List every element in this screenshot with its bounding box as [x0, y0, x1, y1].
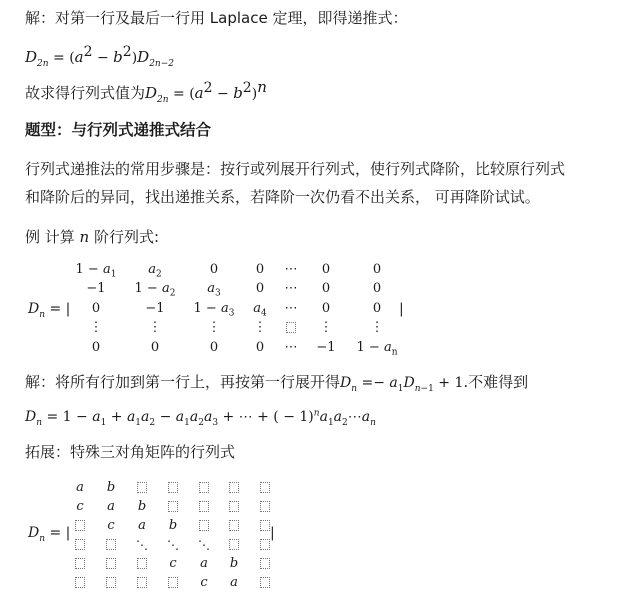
m2-cell-placeholder: [260, 518, 270, 534]
m1-cell: $a_3$: [207, 281, 221, 299]
m1-cell: 0: [255, 262, 265, 277]
placeholder-box-icon: [137, 558, 147, 569]
m2-cell-ddots: ⋱: [198, 538, 210, 552]
m1-cell: 0: [372, 301, 382, 316]
placeholder-box-icon: [229, 501, 239, 512]
m1-cell: ⋮: [207, 320, 221, 335]
solution-step-formula: $D_n =- a_1D_{n-1} + 1$: [340, 375, 464, 394]
m1-cell: 0: [372, 281, 382, 296]
m1-cell: 0: [372, 262, 382, 277]
section-heading: 题型：与行列式递推式结合: [25, 121, 212, 139]
determinant-value-text: [25, 78, 267, 105]
placeholder-box-icon: [260, 539, 270, 550]
para2-a-sup: 2: [203, 80, 213, 96]
para2-close: ): [251, 86, 258, 102]
solution-step-text: [25, 372, 528, 393]
method-description-line2: 和降阶后的异同，找出递推关系，若降阶一次仍看不出关系， 可再降阶试试。: [25, 188, 540, 206]
m1-cell: 0: [321, 301, 331, 316]
m2-cell: c: [107, 518, 115, 533]
m2-cell: a: [138, 518, 146, 533]
m2-cell-placeholder: [106, 556, 116, 572]
m1-cell: 0: [150, 340, 160, 355]
m2-cell: b: [137, 499, 147, 514]
placeholder-box-icon: [260, 482, 270, 493]
m1-cell: ⋮: [253, 320, 267, 335]
m1-cell: ⋮: [89, 320, 103, 335]
m1-cell: 0: [255, 340, 265, 355]
m2-cell-placeholder: [199, 499, 209, 515]
m2-cell-ddots: ⋱: [167, 538, 179, 552]
matrix2-label: $D_n$ = |: [28, 525, 71, 544]
eq1-minus: −: [92, 50, 114, 66]
m2-cell-placeholder: [260, 575, 270, 591]
m1-cell: −1: [145, 301, 165, 316]
m2-cell-placeholder: [75, 537, 85, 553]
placeholder-box-icon: [260, 520, 270, 531]
eq1-lhs: $D_{2n}$: [25, 48, 49, 69]
m2-cell-placeholder: [229, 518, 239, 534]
eq1-b-sup: 2: [122, 44, 132, 60]
m2-cell-placeholder: [137, 575, 147, 591]
para2-minus: −: [212, 86, 234, 102]
placeholder-box-icon: [106, 558, 116, 569]
placeholder-box-icon: [137, 482, 147, 493]
m2-cell: c: [76, 499, 84, 514]
eq1-close: ): [131, 50, 138, 66]
m2-cell: a: [107, 499, 115, 514]
solution-intro-label: 解：对第一行及最后一行用 Laplace 定理，即得递推式：: [25, 9, 408, 27]
m2-cell: b: [229, 556, 239, 571]
eq1-b: b: [113, 48, 123, 66]
placeholder-box-icon: [229, 482, 239, 493]
placeholder-box-icon: [199, 520, 209, 531]
m1-cell: $1 - a_n$: [356, 340, 398, 358]
m2-cell: a: [200, 556, 208, 571]
para2-a: a: [194, 84, 204, 102]
placeholder-box-icon: [75, 558, 85, 569]
closed-form-equation: $D_n = 1 - a_1 + a_1a_2 - a_1a_2a_3$ + ⋯ + ( − $1)^na_1a_2\cdots a_n$: [25, 408, 376, 428]
m1-cell: ⋯: [284, 262, 298, 277]
m2-cell-placeholder: [168, 499, 178, 515]
placeholder-box-icon: [75, 520, 85, 531]
m2-cell-placeholder: [260, 499, 270, 515]
matrix2-right-bar: |: [270, 525, 275, 541]
solution-step-suffix: .不难得到: [463, 373, 529, 391]
m1-cell: 0: [321, 281, 331, 296]
placeholder-box-icon: [106, 539, 116, 550]
m2-cell-ddots: ⋱: [136, 538, 148, 552]
m2-cell-placeholder: [106, 575, 116, 591]
m1-cell: 0: [321, 262, 331, 277]
placeholder-box-icon: [229, 520, 239, 531]
example-prefix: 例 计算: [25, 228, 80, 246]
extension-heading: 拓展：特殊三对角矩阵的行列式: [25, 443, 236, 461]
recurrence-equation: [25, 44, 174, 69]
example-var: n: [79, 228, 90, 246]
m1-cell: ⋮: [370, 320, 384, 335]
placeholder-box-icon: [137, 577, 147, 588]
para2-equals: = (: [168, 86, 195, 102]
method-description-line1: 行列式递推法的常用步骤是：按行或列展开行列式，使行列式降阶，比较原行列式: [25, 160, 566, 178]
m1-cell: $1 - a_3$: [193, 301, 235, 319]
m2-cell-placeholder: [75, 518, 85, 534]
eq1-equals: = (: [48, 50, 75, 66]
m1-cell: ⋯: [284, 340, 298, 355]
placeholder-box-icon: [75, 577, 85, 588]
m1-cell: 0: [209, 340, 219, 355]
m1-cell: 0: [209, 262, 219, 277]
placeholder-box-icon: [168, 577, 178, 588]
m1-cell: ⋮: [148, 320, 162, 335]
m2-cell-placeholder: [199, 518, 209, 534]
example-prompt: [25, 227, 159, 247]
solution-intro-text: [25, 8, 407, 28]
m1-cell: 0: [91, 340, 101, 355]
m2-cell-placeholder: [168, 575, 178, 591]
m2-cell-placeholder: [260, 556, 270, 572]
placeholder-box-icon: [260, 558, 270, 569]
matrix1-label: $D_n$ = |: [28, 301, 71, 320]
m1-cell: ⋯: [284, 281, 298, 296]
m2-cell-placeholder: [199, 480, 209, 496]
eq1-a: a: [74, 48, 84, 66]
placeholder-box-icon: [199, 501, 209, 512]
para2-lhs: $D_{2n}$: [145, 84, 169, 105]
para2-b-sup: 2: [242, 80, 252, 96]
m1-cell: ⋮: [319, 320, 333, 335]
m2-cell-placeholder: [137, 556, 147, 572]
m2-cell-placeholder: [260, 537, 270, 553]
solution-step-label: 解：将所有行加到第一行上，再按第一行展开得: [25, 373, 341, 391]
placeholder-box-icon: [168, 482, 178, 493]
m1-cell: −1: [316, 340, 336, 355]
m2-cell: c: [169, 556, 177, 571]
example-suffix: 阶行列式:: [89, 228, 160, 246]
m1-cell: $a_2$: [148, 262, 162, 280]
m2-cell-placeholder: [260, 480, 270, 496]
m1-cell: −1: [86, 281, 106, 296]
placeholder-box-icon: [199, 482, 209, 493]
matrix1-right-bar: |: [399, 301, 404, 317]
m2-cell: a: [76, 480, 84, 495]
m1-cell: $1 - a_1$: [75, 262, 117, 280]
m1-cell: 0: [255, 281, 265, 296]
determinant-value-label: 故求得行列式值为: [25, 84, 146, 102]
para2-b: b: [233, 84, 243, 102]
para2-close-sup: n: [257, 78, 267, 96]
m2-cell: c: [200, 575, 208, 590]
m2-cell-placeholder: [75, 556, 85, 572]
placeholder-box-icon: [260, 501, 270, 512]
placeholder-box-icon: [106, 577, 116, 588]
m2-cell-placeholder: [75, 575, 85, 591]
placeholder-box-icon: [286, 322, 296, 333]
eq1-rhs: $D_{2n-2}$: [137, 48, 174, 69]
m2-cell-placeholder: [137, 480, 147, 496]
m2-cell-placeholder: [106, 537, 116, 553]
m2-cell-placeholder: [168, 480, 178, 496]
eq1-a-sup: 2: [83, 44, 93, 60]
placeholder-box-icon: [260, 577, 270, 588]
m2-cell: a: [230, 575, 238, 590]
m1-cell: $1 - a_2$: [134, 281, 176, 299]
m2-cell-placeholder: [229, 499, 239, 515]
m1-cell: ⋯: [284, 301, 298, 316]
placeholder-box-icon: [168, 501, 178, 512]
m2-cell: b: [168, 518, 178, 533]
m1-cell: 0: [91, 301, 101, 316]
m2-cell: b: [106, 480, 116, 495]
placeholder-box-icon: [75, 539, 85, 550]
m2-cell-placeholder: [229, 480, 239, 496]
placeholder-box-icon: [229, 539, 239, 550]
m1-cell: $a_4$: [253, 301, 267, 319]
m2-cell-placeholder: [229, 537, 239, 553]
m1-cell-placeholder: [286, 320, 296, 336]
